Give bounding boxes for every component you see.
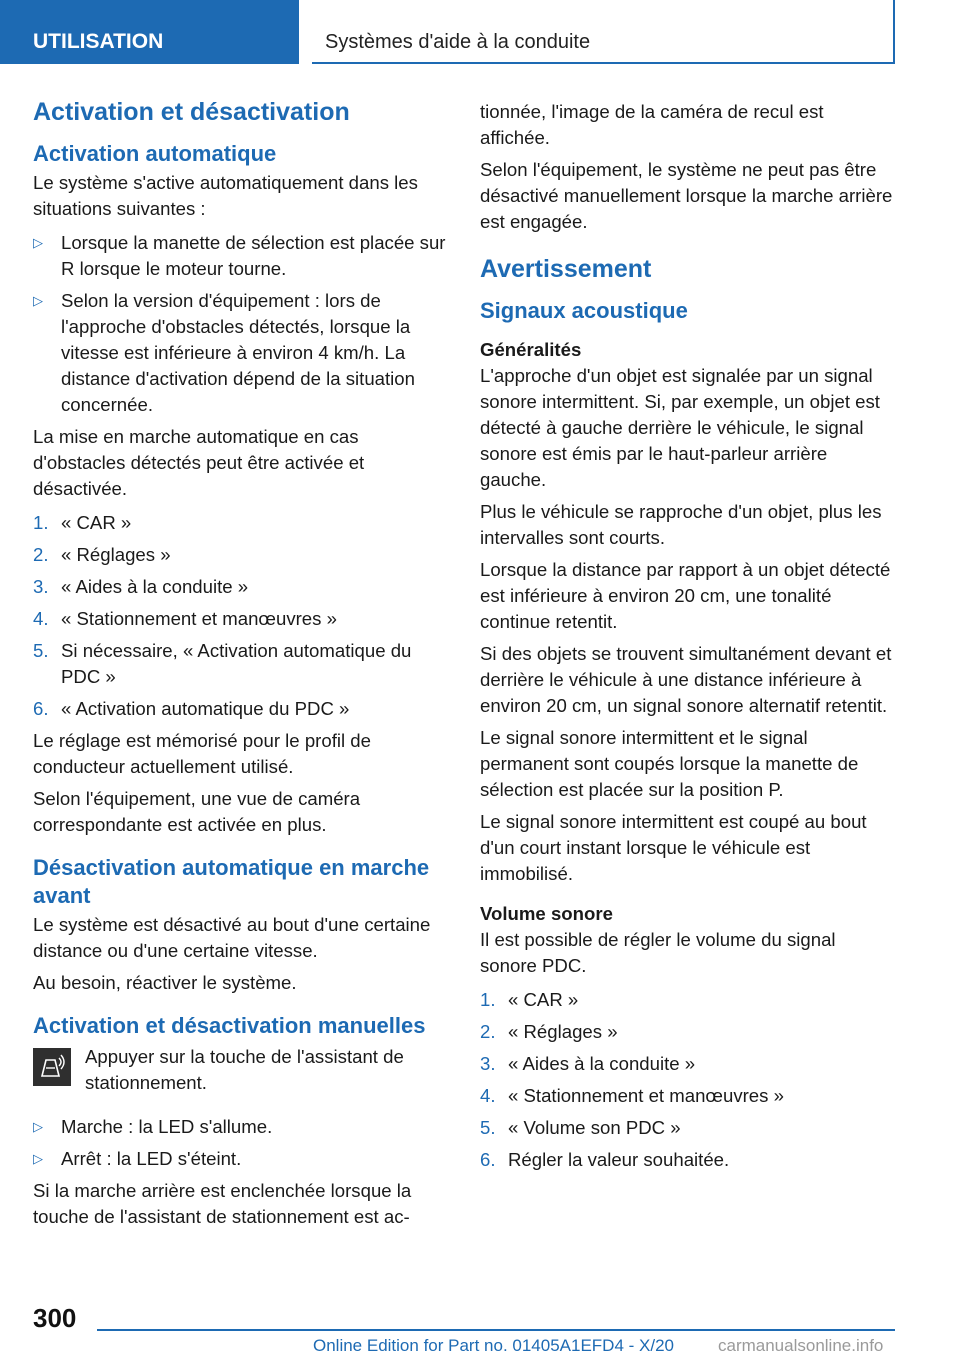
paragraph: tionnée, l'image de la caméra de recul est affichée. (480, 101, 824, 148)
list-item: ▷ Lorsque la manette de sélection est placée sur R lorsque le moteur tourne. (33, 232, 446, 279)
paragraph: Le signal sonore intermittent et le signal permanent sont coupés lorsque la manette de sélection est placée sur la position P. (480, 727, 859, 800)
list-item: 5. « Volume son PDC » (480, 1117, 681, 1138)
bullet-list (33, 230, 448, 418)
bullet-list (33, 1114, 448, 1172)
triangle-bullet-icon: ▷ (33, 293, 43, 308)
paragraph: L'approche d'un objet est signalée par un signal sonore intermittent. Si, par exemple, un objet est détecté à gauche derrière le véhicule, le signal sonore est émis par le haut-parleur arrière gauche. (480, 365, 880, 490)
paragraph: Si la marche arrière est enclenchée lorsque la touche de l'assistant de stationnement est ac- (33, 1180, 412, 1227)
chapter-title: Systèmes d'aide à la conduite (312, 0, 895, 64)
paragraph: Si des objets se trouvent simultanément devant et derrière le véhicule à une distance inférieure à environ 20 cm, un signal sonore alternatif retentit. (480, 643, 892, 716)
list-item: 3. « Aides à la conduite » (480, 1053, 696, 1074)
footer-edition: Online Edition for Part no. 01405A1EFD4 - X/20 (313, 1336, 674, 1355)
list-item: 6. Régler la valeur souhaitée. (480, 1149, 730, 1170)
list-item: 5. Si nécessaire, « Activation automatique du PDC » (33, 640, 412, 687)
footer-divider (97, 1329, 895, 1331)
triangle-bullet-icon: ▷ (33, 1119, 43, 1134)
heading-signals: Signaux acoustique (480, 298, 688, 323)
paragraph: Selon l'équipement, le système ne peut pas être désactivé manuellement lorsque la marche arrière est engagée. (480, 159, 893, 232)
step-list (480, 987, 895, 1173)
paragraph: Plus le véhicule se rapproche d'un objet, plus les intervalles sont courts. (480, 501, 882, 548)
triangle-bullet-icon: ▷ (33, 235, 43, 250)
subheading-volume: Volume sonore (480, 903, 613, 924)
step-list (33, 510, 448, 722)
page-number: 300 (33, 1303, 77, 1333)
list-item: 4. « Stationnement et manœuvres » (33, 608, 337, 629)
list-item: 2. « Réglages » (33, 544, 171, 565)
list-item: ▷ Arrêt : la LED s'éteint. (33, 1146, 448, 1172)
list-item: 1. « CAR » (480, 989, 579, 1010)
heading-auto-deactivation: Désactivation automatique en marche avant (33, 855, 430, 908)
triangle-bullet-icon: ▷ (33, 1151, 43, 1166)
list-item: ▷ Selon la version d'équipement : lors de l'approche d'obstacles détectés, lorsque la vitesse est inférieure à environ 4 km/h. La distance d'activation dépend de la situation concernée. (33, 290, 415, 415)
heading-manual: Activation et désactivation manuelles (33, 1013, 426, 1038)
list-item: 2. « Réglages » (480, 1021, 618, 1042)
list-item: 6. « Activation automatique du PDC » (33, 698, 350, 719)
left-column (33, 96, 448, 1236)
manual-instruction: Appuyer sur la touche de l'assistant de stationnement. (33, 1044, 448, 1096)
right-column (480, 99, 895, 1179)
list-item: 3. « Aides à la conduite » (33, 576, 249, 597)
paragraph: Le système s'active automatiquement dans les situations suivantes : (33, 172, 418, 219)
paragraph: Le réglage est mémorisé pour le profil de conducteur actuellement utilisé. (33, 730, 371, 777)
paragraph: Il est possible de régler le volume du signal sonore PDC. (480, 929, 836, 976)
paragraph: Le système est désactivé au bout d'une certaine distance ou d'une certaine vitesse. (33, 914, 431, 961)
paragraph: Lorsque la distance par rapport à un objet détecté est inférieure à environ 20 cm, une tonalité continue retentit. (480, 559, 891, 632)
parking-assistant-icon (33, 1048, 71, 1086)
list-item: 1. « CAR » (33, 512, 132, 533)
list-item: 4. « Stationnement et manœuvres » (480, 1085, 784, 1106)
paragraph: La mise en marche automatique en cas d'obstacles détectés peut être activée et désactivée. (33, 426, 365, 499)
paragraph: Selon l'équipement, une vue de caméra correspondante est activée en plus. (33, 788, 361, 835)
footer-watermark: carmanualsonline.info (718, 1336, 884, 1355)
paragraph: Au besoin, réactiver le système. (33, 972, 297, 993)
paragraph: Le signal sonore intermittent est coupé au bout d'un court instant lorsque le véhicule est immobilisé. (480, 811, 867, 884)
subheading-general: Généralités (480, 339, 582, 360)
section-tab: UTILISATION (0, 0, 299, 64)
heading-auto-activation: Activation automatique (33, 141, 277, 166)
list-item: ▷ Marche : la LED s'allume. (33, 1114, 448, 1140)
heading-activation: Activation et désactivation (33, 98, 350, 126)
heading-warning: Avertissement (480, 255, 652, 283)
